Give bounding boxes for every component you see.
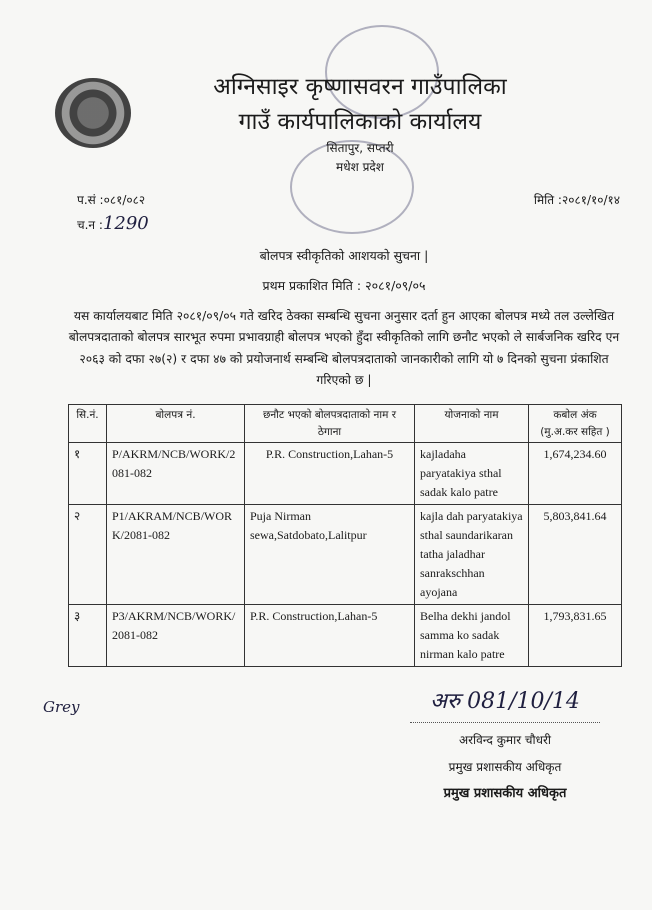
table-header-row	[69, 404, 622, 443]
amount-cell: 5,803,841.64	[529, 505, 622, 605]
column-header: कबोल अंक (मु.अ.कर सहित )	[529, 404, 622, 443]
notice-subject: बोलपत्र स्वीकृतिको आशयको सुचना |	[259, 247, 429, 263]
bidder-cell: P.R. Construction,Lahan-5	[245, 443, 415, 505]
table-row	[69, 605, 622, 667]
column-header: बोलपत्र नं.	[107, 404, 245, 443]
signer-title: प्रमुख प्रशासकीय अधिकृत	[448, 760, 562, 775]
serial-cell: ३	[69, 605, 107, 667]
project-cell: Belha dekhi jandol samma ko sadak nirman kalo patre	[415, 605, 529, 667]
first-published-date: प्रथम प्रकाशित मिति : २०८१/०९/०५	[262, 277, 426, 293]
signature-line	[410, 722, 600, 723]
bidder-cell: P.R. Construction,Lahan-5	[245, 605, 415, 667]
letter-meta	[77, 191, 620, 235]
column-header: सि.नं.	[69, 404, 107, 443]
signer-title-stamp: प्रमुख प्रशासकीय अधिकृत	[443, 785, 567, 801]
table-row	[69, 443, 622, 505]
office-province: मधेश प्रदेश	[336, 160, 384, 175]
signature: अरु 081/10/14	[430, 689, 580, 715]
column-header: योजनाको नाम	[415, 404, 529, 443]
office-address: सितापुर, सप्तरी	[326, 141, 394, 155]
amount-cell: 1,674,234.60	[529, 443, 622, 505]
letter-date: मिति :२०८१/१०/१४	[533, 193, 620, 208]
bid-number-cell: P3/AKRM/NCB/WORK/2081-082	[107, 605, 245, 667]
project-cell: kajladaha paryatakiya sthal sadak kalo patre	[415, 443, 529, 505]
signer-block	[410, 687, 600, 804]
bidder-cell: Puja Nirman sewa,Satdobato,Lalitpur	[245, 505, 415, 605]
project-cell: kajla dah paryatakiya sthal saundarikaran tatha jaladhar sanrakschhan ayojana	[415, 505, 529, 605]
serial-cell: २	[69, 505, 107, 605]
reference-numbers	[77, 191, 149, 235]
margin-handwritten-note: Grey	[43, 698, 80, 717]
amount-cell: 1,793,831.65	[529, 605, 622, 667]
municipality-name: अग्निसाइर कृष्णासवरन गाउँपालिका	[213, 74, 507, 100]
serial-cell: १	[69, 443, 107, 505]
bid-number-cell: P/AKRM/NCB/WORK/2081-082	[107, 443, 245, 505]
dispatch-number: च.न :1290	[77, 212, 149, 234]
bid-number-cell: P1/AKRAM/NCB/WORK/2081-082	[107, 505, 245, 605]
table-row	[69, 505, 622, 605]
column-header: छनौट भएको बोलपत्रदाताको नाम र ठेगाना	[245, 404, 415, 443]
notice-body: यस कार्यालयबाट मिति २०८१/०९/०५ गते खरिद ठेक्का सम्बन्धि सुचना अनुसार दर्ता हुन आएका बोलपत्र मध्ये तल उल्लेखित बोलपत्रदाताको बोलपत्र सारभूत रुपमा प्रभावग्राही बोलपत्र भएको हुँदा स्वीकृतिको लागि छनौट भएको ले सार्बजनिक खरिद एन २०६३ को दफा २७(२) र दफा ४७ को प्रयोजनार्थ सम्बन्धि बोलपत्रदाताको जानकारीको लागि यो ७ दिनको सुचना प्रंकाशित गरिएको छ |	[68, 308, 620, 388]
selected-bids-table	[68, 404, 622, 668]
signature-area	[43, 687, 620, 804]
letter-number: प.सं :०८१/०८२	[77, 193, 146, 208]
letterhead	[180, 70, 540, 177]
office-name: गाउँ कार्यपालिकाको कार्यालय	[238, 108, 482, 135]
signer-name: अरविन्द कुमार चौधरी	[458, 733, 552, 748]
